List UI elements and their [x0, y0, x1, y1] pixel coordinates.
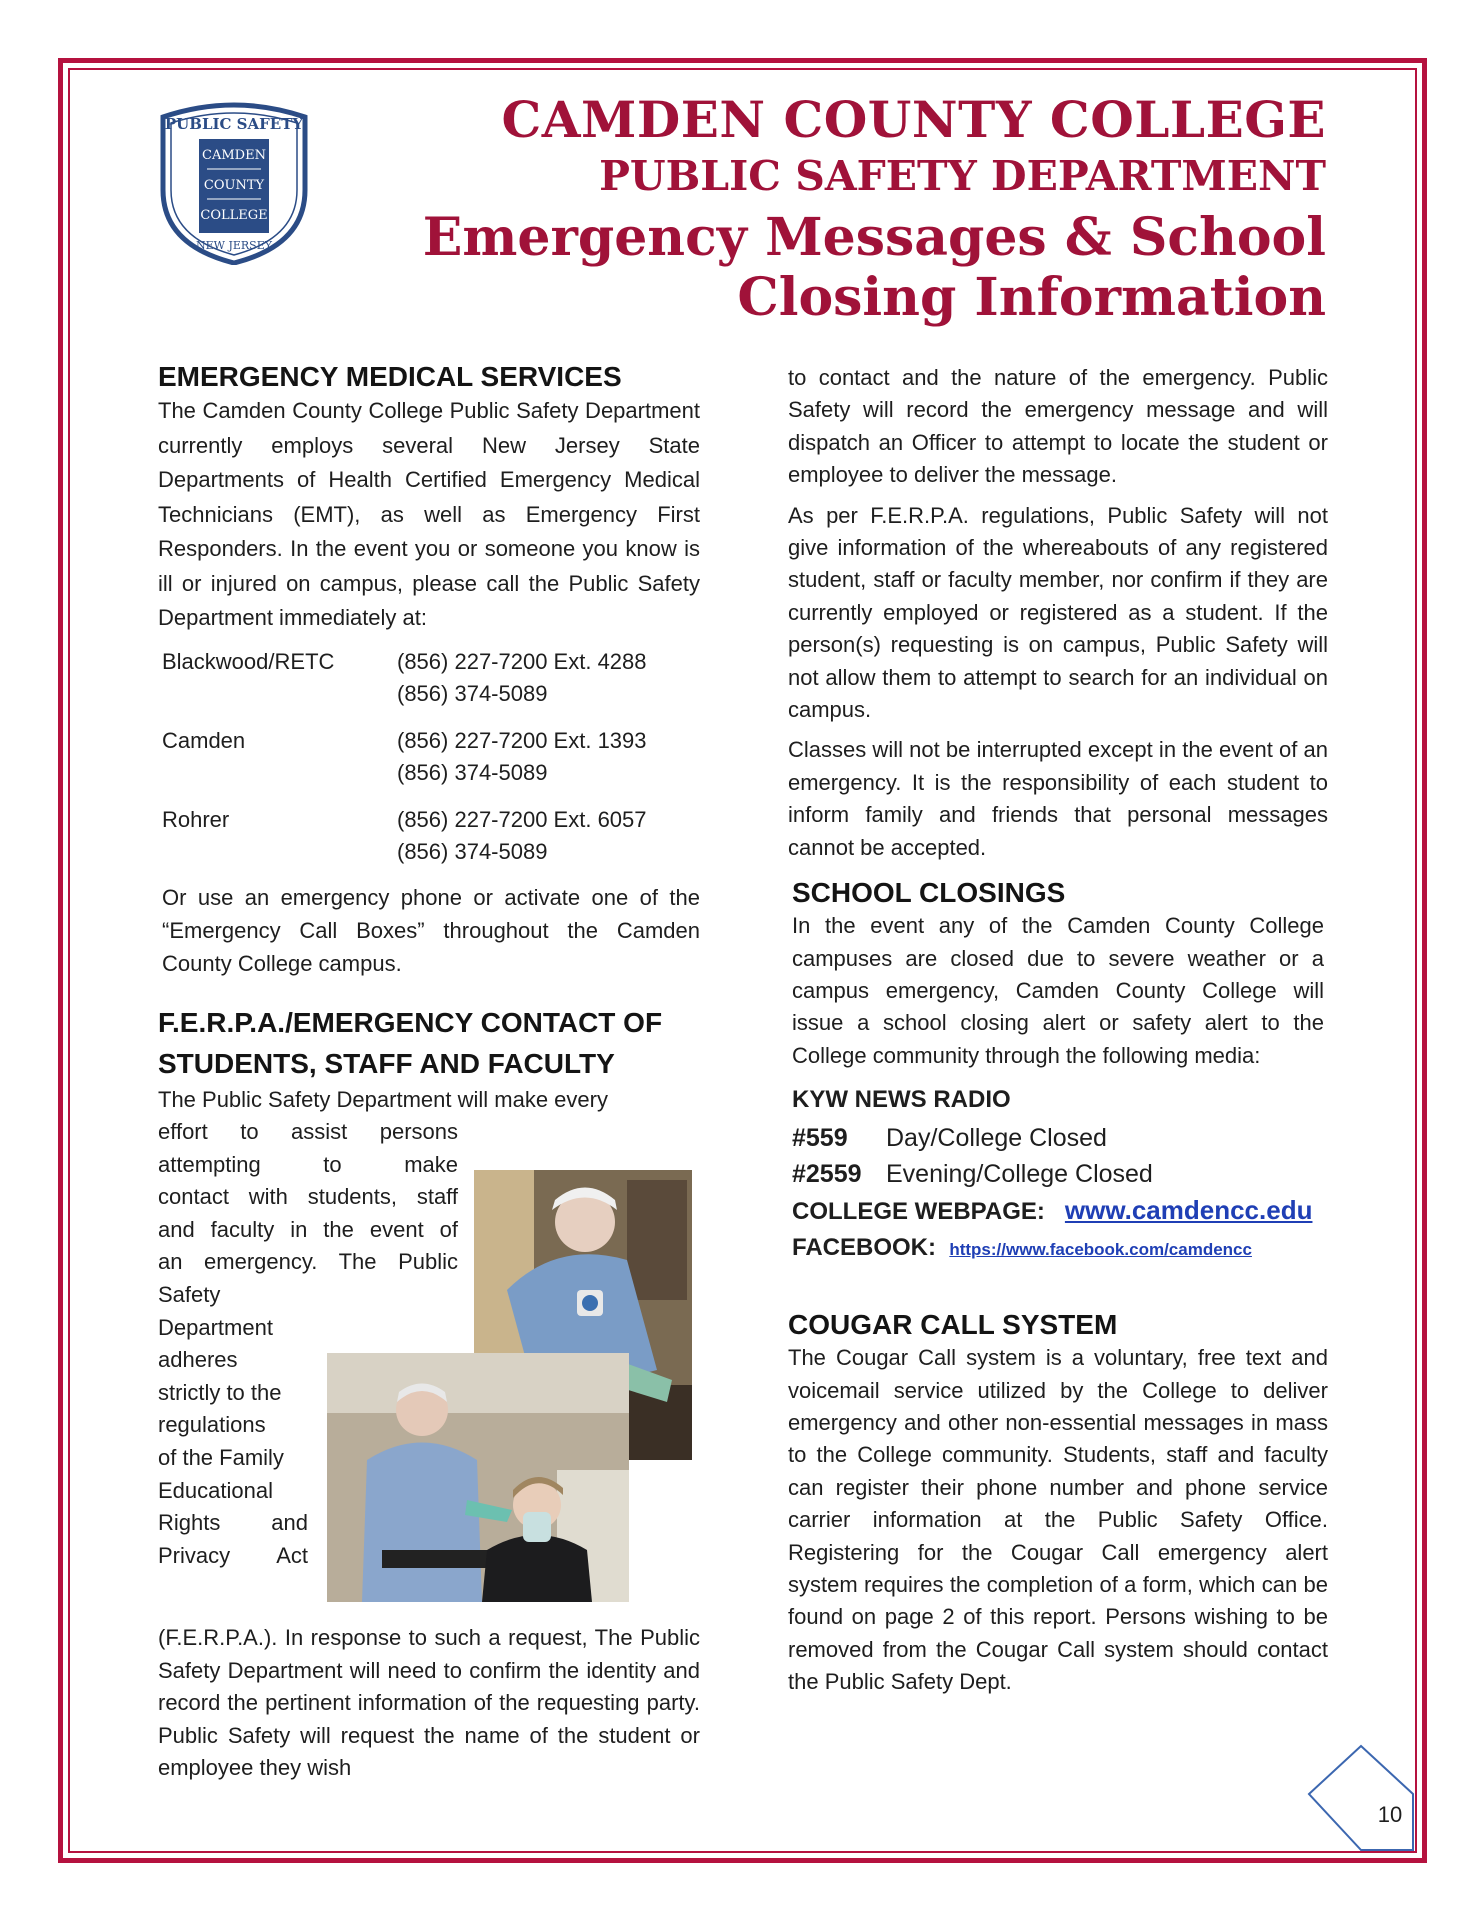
page-number: 10 [1377, 1802, 1403, 1827]
campus-phone-table [162, 646, 700, 869]
radio-label: KYW NEWS RADIO [792, 1086, 1011, 1114]
ferpa-regulations: As per F.E.R.P.A. regulations, Public Safety will not give information of the whereabouts of any registered student, staff or faculty member, nor confirm if they are currently employed or registered as a student. If the person(s) requesting is on campus, Public Safety will not allow them to attempt to search for an individual on campus. [788, 502, 1328, 723]
ferpa-heading-line-1: F.E.R.P.A./EMERGENCY CONTACT OF [158, 1006, 663, 1038]
logo-line-3: COLLEGE [200, 208, 268, 223]
logo-line-1: CAMDEN [202, 148, 266, 163]
ferpa-wrap-line: contact with students, staff [158, 1184, 458, 1210]
facebook-label: FACEBOOK: [792, 1234, 936, 1262]
ferpa-wrap-narrow [158, 1312, 308, 1573]
closings-media [792, 1080, 1328, 1268]
ferpa-wrap-line: Educational [158, 1477, 273, 1503]
emt-photo-collage [327, 1170, 692, 1602]
emt-photo-oxygen [327, 1353, 629, 1602]
ferpa-wrap-line: strictly to the [158, 1379, 282, 1405]
page-number-badge [1305, 1742, 1417, 1854]
ferpa-wrap-line: an emergency. The Public [158, 1249, 458, 1275]
ferpa-tail: (F.E.R.P.A.). In response to such a request, The Public Safety Department will need to confirm the identity and record the pertinent information of the requesting party. Public Safety will request the name of the student or employee they wish [158, 1625, 700, 1780]
radio-code: #559 [792, 1124, 848, 1153]
ferpa-wrap-line: attempting to make [158, 1151, 458, 1177]
ems-body: The Camden County College Public Safety Department currently employs several New Jersey State Departments of Health Certified Emergency Medical Technicians (EMT), as well as Emergency First Responders. In the event you or someone you know is ill or injured on campus, please call the Public Safety Department immediately at: [158, 398, 700, 630]
campus-name: Blackwood/RETC [162, 648, 335, 674]
radio-code-row [792, 1120, 1328, 1156]
campus-phone: (856) 374-5089 [397, 839, 548, 864]
ferpa-wrap-line: Safety [158, 1281, 221, 1307]
ferpa-heading-line-2: STUDENTS, STAFF AND FACULTY [158, 1047, 615, 1079]
facebook-row [792, 1230, 1328, 1268]
webpage-row [792, 1192, 1328, 1230]
webpage-label: COLLEGE WEBPAGE: [792, 1198, 1045, 1226]
ferpa-intro-line: The Public Safety Department will make every [158, 1086, 608, 1112]
subtitle-line-1: Emergency Messages & School [422, 207, 1326, 268]
radio-code-desc: Day/College Closed [886, 1124, 1107, 1153]
ferpa-wrap-line: adheres [158, 1347, 238, 1373]
logo-top-text: PUBLIC SAFETY [164, 115, 304, 133]
ferpa-heading [158, 1002, 700, 1084]
subtitle-line-2: Closing Information [737, 267, 1326, 328]
cougar-heading: COUGAR CALL SYSTEM [788, 1309, 1118, 1341]
closings-body: In the event any of the Camden County College campuses are closed due to severe weather or a campus emergency, Camden County College will issue a school closing alert or safety alert to the College community through the following media: [792, 913, 1324, 1068]
campus-phone: (856) 227-7200 Ext. 4288 [397, 648, 647, 674]
page-subtitle [423, 208, 1326, 328]
ferpa-wrap-line: and faculty in the event of [158, 1216, 458, 1242]
ferpa-wrap-line: effort to assist persons [158, 1119, 458, 1144]
facebook-link[interactable]: https://www.facebook.com/camdencc [949, 1240, 1252, 1260]
radio-code-desc: Evening/College Closed [886, 1160, 1153, 1189]
cougar-body: The Cougar Call system is a voluntary, free text and voicemail service utilized by the College to deliver emergency and other non-essential messages in mass to the College community. Students, staff and faculty can register their phone number and phone service carrier information at the Public Safety Office. Registering for the Cougar Call emergency alert system requires the completion of a form, which can be found on page 2 of this report. Persons wishing to be removed from the Cougar Call system should contact the Public Safety Dept. [788, 1345, 1328, 1695]
ems-footer: Or use an emergency phone or activate one of the “Emergency Call Boxes” throughout the Camden County College campus. [162, 884, 700, 976]
department-title: PUBLIC SAFETY DEPARTMENT [599, 152, 1326, 200]
ems-heading: EMERGENCY MEDICAL SERVICES [158, 361, 622, 392]
closings-heading: SCHOOL CLOSINGS [792, 877, 1066, 909]
ferpa-classes: Classes will not be interrupted except in the event of an emergency. It is the responsibility of each student to inform family and friends that personal messages cannot be accepted. [788, 737, 1328, 860]
campus-phone: (856) 227-7200 Ext. 1393 [397, 727, 647, 753]
ferpa-wrap-line: of the Family [158, 1444, 284, 1470]
right-column [788, 362, 1328, 1699]
webpage-link[interactable]: www.camdencc.edu [1064, 1195, 1313, 1226]
ferpa-wrap-line: Privacy Act [158, 1542, 308, 1568]
ferpa-wrap-line: Department [158, 1314, 273, 1340]
logo-bottom-text: NEW JERSEY [195, 239, 273, 252]
radio-code: #2559 [792, 1160, 862, 1189]
campus-name: Rohrer [162, 806, 230, 832]
ferpa-wrap-line: regulations [158, 1412, 266, 1438]
college-title: CAMDEN COUNTY COLLEGE [501, 90, 1326, 149]
radio-code-row [792, 1156, 1328, 1192]
campus-name: Camden [162, 727, 246, 753]
logo-line-2: COUNTY [203, 178, 265, 193]
campus-phone: (856) 227-7200 Ext. 6057 [397, 806, 647, 832]
campus-phone: (856) 374-5089 [397, 760, 548, 785]
ferpa-continued: to contact and the nature of the emergency. Public Safety will record the emergency message and will dispatch an Officer to attempt to locate the student or employee to deliver the message. [788, 365, 1328, 488]
campus-phone: (856) 374-5089 [397, 681, 548, 706]
ferpa-wrap-line: Rights and [158, 1510, 308, 1536]
public-safety-badge-icon [155, 95, 313, 265]
